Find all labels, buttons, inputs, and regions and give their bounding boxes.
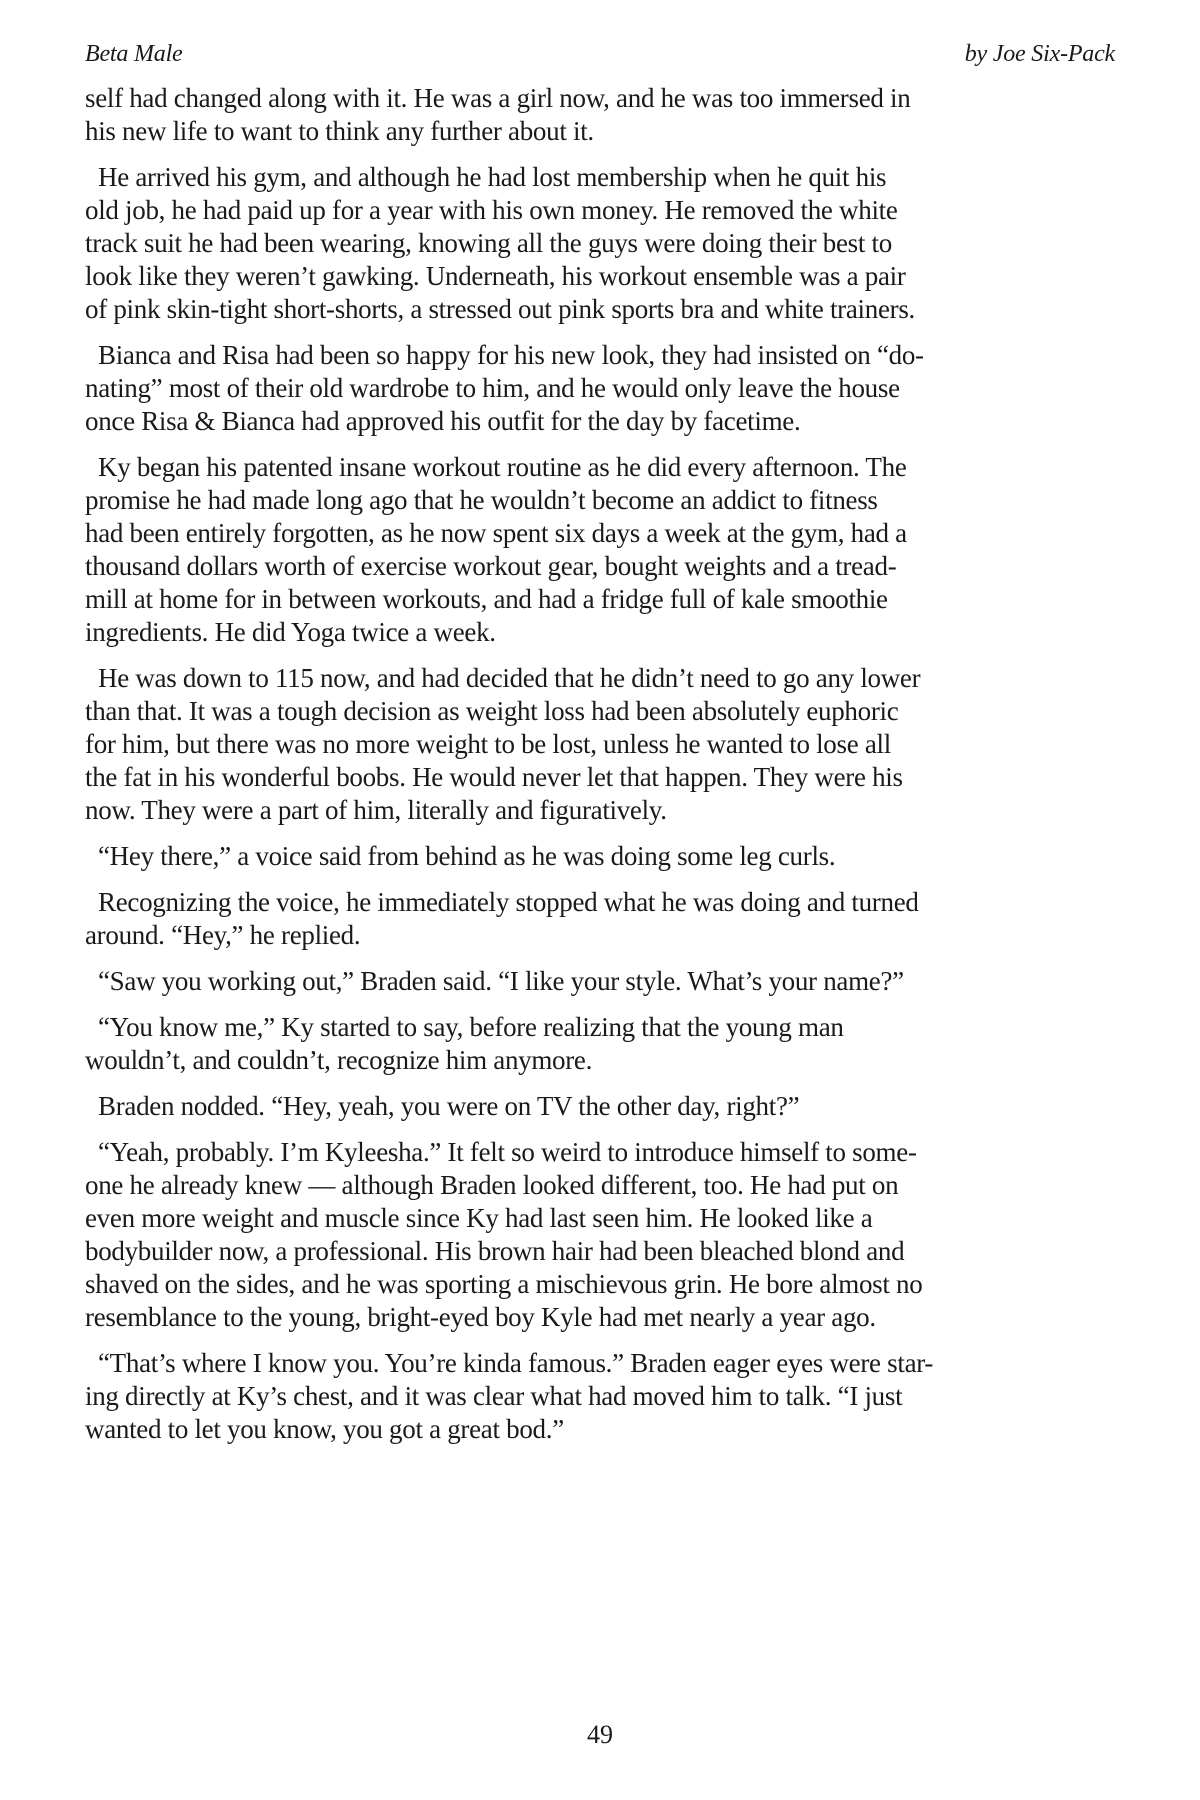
text-line: than that. It was a tough decision as weight loss had been absolutely euphoric (85, 696, 899, 726)
text-line: “You know me,” Ky started to say, before realizing that the young man (98, 1012, 844, 1042)
paragraph (85, 1011, 1120, 1077)
text-line: for him, but there was no more weight to be lost, unless he wanted to lose all (85, 729, 891, 759)
text-line: nating” most of their old wardrobe to him, and he would only leave the house (85, 373, 900, 403)
paragraph (85, 161, 1120, 326)
text-line: Bianca and Risa had been so happy for his new look, they had insisted on “do- (98, 340, 924, 370)
paragraph (85, 886, 1120, 952)
text-line: “Saw you working out,” Braden said. “I like your style. What’s your name?” (98, 966, 904, 996)
text-line: wanted to let you know, you got a great bod.” (85, 1414, 564, 1444)
text-line: the fat in his wonderful boobs. He would never let that happen. They were his (85, 762, 903, 792)
document-title: Beta Male (85, 41, 183, 67)
text-line: wouldn’t, and couldn’t, recognize him anymore. (85, 1045, 593, 1075)
paragraph (85, 1090, 1120, 1123)
text-line: “Hey there,” a voice said from behind as he was doing some leg curls. (98, 841, 836, 871)
text-line: old job, he had paid up for a year with his own money. He removed the white (85, 195, 898, 225)
paragraph (85, 82, 1120, 148)
text-line: had been entirely forgotten, as he now spent six days a week at the gym, had a (85, 518, 907, 548)
page-header (85, 40, 1115, 68)
paragraph (85, 840, 1120, 873)
paragraph (85, 1347, 1120, 1446)
text-line: mill at home for in between workouts, and had a fridge full of kale smoothie (85, 584, 888, 614)
text-line: even more weight and muscle since Ky had last seen him. He looked like a (85, 1203, 873, 1233)
paragraph (85, 1136, 1120, 1334)
paragraph (85, 965, 1120, 998)
text-line: promise he had made long ago that he wouldn’t become an addict to fitness (85, 485, 878, 515)
page-body (85, 82, 1120, 1459)
text-line: He arrived his gym, and although he had lost membership when he quit his (98, 162, 887, 192)
text-line: thousand dollars worth of exercise workout gear, bought weights and a tread- (85, 551, 897, 581)
text-line: shaved on the sides, and he was sporting a mischievous grin. He bore almost no (85, 1269, 923, 1299)
text-line: ing directly at Ky’s chest, and it was clear what had moved him to talk. “I just (85, 1381, 903, 1411)
page-number: 49 (587, 1720, 613, 1749)
text-line: one he already knew — although Braden looked different, too. He had put on (85, 1170, 899, 1200)
text-line: track suit he had been wearing, knowing all the guys were doing their best to (85, 228, 892, 258)
text-line: now. They were a part of him, literally and figuratively. (85, 795, 667, 825)
text-line: self had changed along with it. He was a girl now, and he was too immersed in (85, 83, 911, 113)
text-line: “That’s where I know you. You’re kinda famous.” Braden eager eyes were star- (98, 1348, 934, 1378)
text-line: Braden nodded. “Hey, yeah, you were on TV the other day, right?” (98, 1091, 800, 1121)
text-line: of pink skin-tight short-shorts, a stressed out pink sports bra and white trainers. (85, 294, 915, 324)
text-line: “Yeah, probably. I’m Kyleesha.” It felt so weird to introduce himself to some- (98, 1137, 917, 1167)
text-line: look like they weren’t gawking. Underneath, his workout ensemble was a pair (85, 261, 906, 291)
author-byline: by Joe Six-Pack (964, 41, 1115, 67)
text-line: He was down to 115 now, and had decided that he didn’t need to go any lower (98, 663, 921, 693)
text-line: his new life to want to think any further about it. (85, 116, 594, 146)
text-line: Ky began his patented insane workout routine as he did every afternoon. The (98, 452, 907, 482)
paragraph (85, 339, 1120, 438)
text-line: around. “Hey,” he replied. (85, 920, 361, 950)
page-footer (0, 1720, 1200, 1750)
text-line: resemblance to the young, bright-eyed boy Kyle had met nearly a year ago. (85, 1302, 876, 1332)
paragraph (85, 662, 1120, 827)
paragraph (85, 451, 1120, 649)
text-line: bodybuilder now, a professional. His brown hair had been bleached blond and (85, 1236, 905, 1266)
text-line: ingredients. He did Yoga twice a week. (85, 617, 496, 647)
text-line: once Risa & Bianca had approved his outfit for the day by facetime. (85, 406, 801, 436)
text-line: Recognizing the voice, he immediately stopped what he was doing and turned (98, 887, 919, 917)
